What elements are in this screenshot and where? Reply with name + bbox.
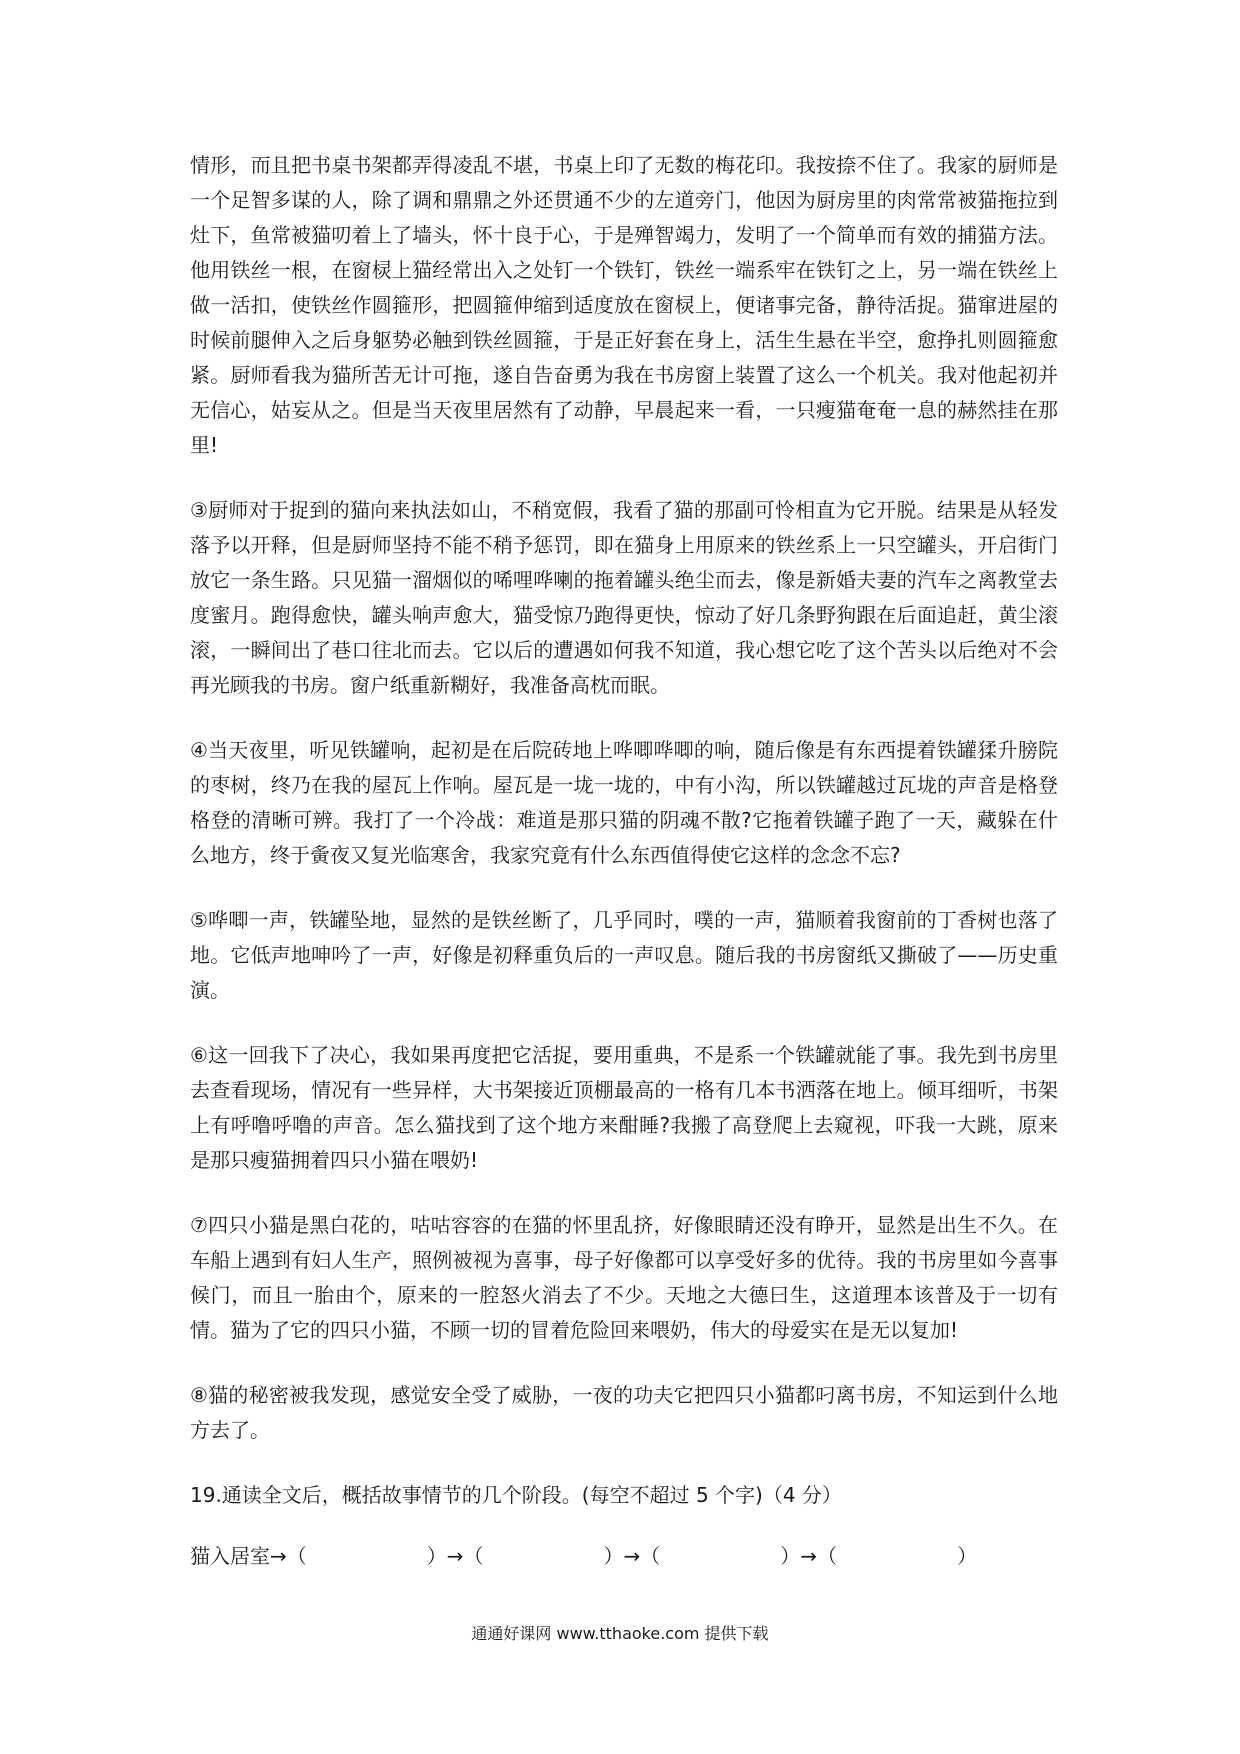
- open-paren: （: [640, 1544, 661, 1568]
- close-paren: ）: [603, 1544, 624, 1568]
- open-paren: （: [463, 1544, 484, 1568]
- article-body: [190, 148, 1058, 1574]
- paragraph-3: ③厨师对于捉到的猫向来执法如山，不稍宽假，我看了猫的那副可怜相直为它开脱。结果是从轻发落予以开释，但是厨师坚持不能不稍予惩罚，即在猫身上用原来的铁丝系上一只空罐头，开启街门放它一条生路。只见猫一溜烟似的唏哩哗喇的拖着罐头绝尘而去，像是新婚夫妻的汽车之离教堂去度蜜月。跑得愈快，罐头响声愈大，猫受惊乃跑得更快，惊动了好几条野狗跟在后面追赶，黄尘滚滚，一瞬间出了巷口往北而去。它以后的遭遇如何我不知道，我心想它吃了这个苦头以后绝对不会再光顾我的书房。窗户纸重新糊好，我准备高枕而眠。: [190, 498, 1058, 697]
- arrow: →: [623, 1544, 641, 1568]
- paragraph-8: ⑧猫的秘密被我发现，感觉安全受了威胁，一夜的功夫它把四只小猫都叼离书房，不知运到什么地方去了。: [190, 1383, 1058, 1442]
- paragraph-continued: 情形，而且把书桌书架都弄得凌乱不堪，书桌上印了无数的梅花印。我按捺不住了。我家的厨师是一个足智多谋的人，除了调和鼎鼎之外还贯通不少的左道旁门，他因为厨房里的肉常常被猫拖拉到灶下，鱼常被猫叨着上了墙头，怀十良于心，于是殚智竭力，发明了一个简单而有效的捕猫方法。他用铁丝一根，在窗棂上猫经常出入之处钉一个铁钉，铁丝一端系牢在铁钉之上，另一端在铁丝上做一活扣，使铁丝作圆箍形，把圆箍伸缩到适度放在窗棂上，便诸事完备，静待活捉。猫窜进屋的时候前腿伸入之后身躯势必触到铁丝圆箍，于是正好套在身上，活生生悬在半空，愈挣扎则圆箍愈紧。厨师看我为猫所苦无计可拖，遂自告奋勇为我在书房窗上装置了这么一个机关。我对他起初并无信心，姑妄从之。但是当天夜里居然有了动静，早晨起来一看，一只瘦猫奄奄一息的赫然挂在那里!: [190, 153, 1058, 457]
- paragraph-7: ⑦四只小猫是黑白花的，咕咕容容的在猫的怀里乱挤，好像眼睛还没有睁开，显然是出生不久。在车船上遇到有妇人生产，照例被视为喜事，母子好像都可以享受好多的优待。我的书房里如今喜事候门，而且一胎由个，原来的一腔怒火消去了不少。天地之大德曰生，这道理本该普及于一切有情。猫为了它的四只小猫，不顾一切的冒着危险回来喂奶，伟大的母爱实在是无以复加!: [190, 1213, 1058, 1342]
- answer-start: 猫入居室: [190, 1544, 270, 1568]
- paragraph-6: ⑥这一回我下了决心，我如果再度把它活捉，要用重典，不是系一个铁罐就能了事。我先到书房里去查看现场，情况有一些异样，大书架接近顶棚最高的一格有几本书洒落在地上。倾耳细听，书架上有呼噜呼噜的声音。怎么猫找到了这个地方来酣睡?我搬了高登爬上去窥视，吓我一大跳，原来是那只瘦猫拥着四只小猫在喂奶!: [190, 1043, 1058, 1172]
- arrow: →: [270, 1544, 287, 1568]
- answer-chain: [190, 1539, 1058, 1574]
- close-paren: ）: [957, 1544, 978, 1568]
- paragraph-4: ④当天夜里，听见铁罐响，起初是在后院砖地上哗唧哗唧的响，随后像是有东西提着铁罐猱升膀院的枣树，终乃在我的屋瓦上作响。屋瓦是一垅一垅的，中有小沟，所以铁罐越过瓦垅的声音是格登格登的清晰可辨。我打了一个冷战：难道是那只猫的阴魂不散?它拖着铁罐子跑了一天，藏躲在什么地方，终于夤夜又复光临寒舍，我家究竟有什么东西值得使它这样的念念不忘?: [190, 738, 1058, 867]
- close-paren: ）: [426, 1544, 447, 1568]
- close-paren: ）: [780, 1544, 801, 1568]
- page-footer: 通通好课网 www.tthaoke.com 提供下载: [471, 1624, 769, 1643]
- question-19: 19.通读全文后，概括故事情节的几个阶段。(每空不超过 5 个字)（4 分）: [190, 1483, 842, 1507]
- arrow: →: [446, 1544, 464, 1568]
- open-paren: （: [817, 1544, 838, 1568]
- paragraph-5: ⑤哗唧一声，铁罐坠地，显然的是铁丝断了，几乎同时，噗的一声，猫顺着我窗前的丁香树也落了地。它低声地呻吟了一声，好像是初释重负后的一声叹息。随后我的书房窗纸又撕破了——历史重演。: [190, 908, 1058, 1002]
- arrow: →: [800, 1544, 818, 1568]
- open-paren: （: [286, 1544, 307, 1568]
